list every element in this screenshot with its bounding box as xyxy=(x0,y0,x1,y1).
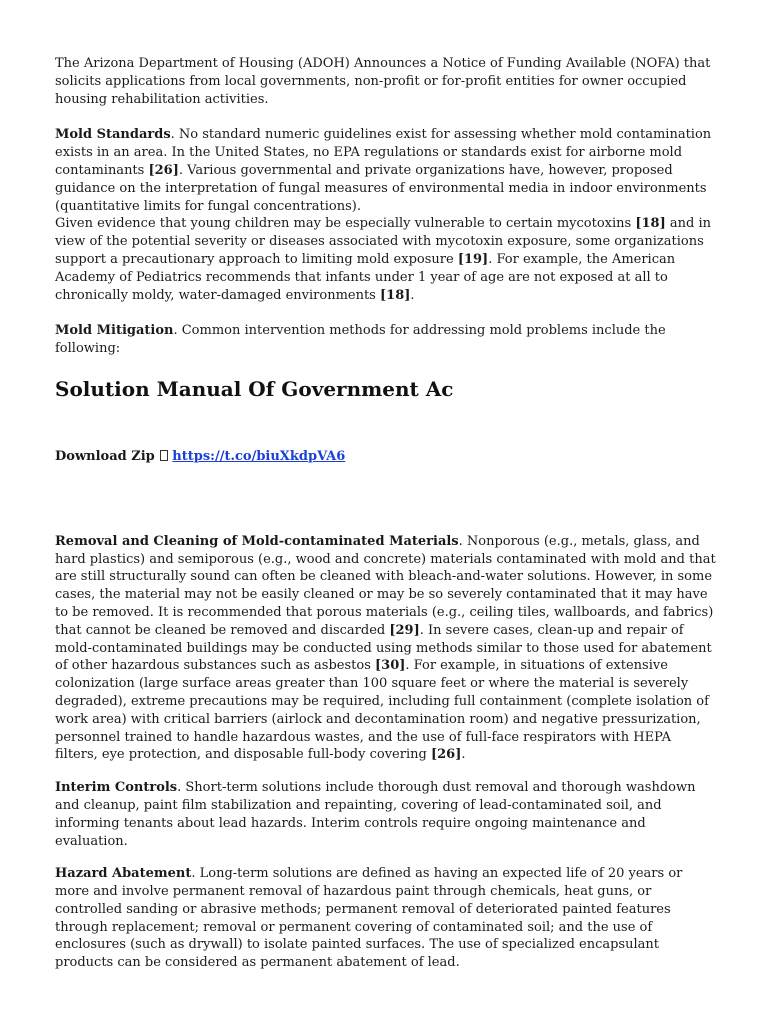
mycotoxin-text-end: . xyxy=(410,287,415,303)
missing-glyph-icon xyxy=(160,450,168,461)
mycotoxin-text-2: and in view of the potential severity or diseases associated with mycotoxin exposure, some organizations support a precautionary approach to limiting mold exposure xyxy=(55,216,711,267)
document-page xyxy=(55,55,717,972)
mold-standards-text-2: . Various governmental and private organizations have, however, proposed guidance on the interpretation of fungal measures of environmental media in indoor environments (quantitative limits for fungal concentrations). xyxy=(55,162,707,214)
removal-text-3: . For example, in situations of extensive colonization (large surface areas greater than 100 square feet or where the material is severely degraded), extreme precautions may be required, including full containment (complete isolation of work area) with critical barriers (airlock and decontamination room) and negative pressurization, personnel trained to handle hazardous wastes, and the use of full-face respirators with HEPA filters, eye protection, and disposable full-body covering xyxy=(55,658,709,763)
download-label: Download Zip xyxy=(55,448,155,464)
removal-heading: Removal and Cleaning of Mold-contaminated Materials xyxy=(55,533,459,549)
citation-18: [18] xyxy=(635,216,666,232)
mold-standards-text-1: . No standard numeric guidelines exist for assessing whether mold contamination exists in an area. In the United States, no EPA regulations or standards exist for airborne mold contaminants xyxy=(55,127,712,178)
mold-mitigation-heading: Mold Mitigation xyxy=(55,323,174,339)
interim-controls-heading: Interim Controls xyxy=(55,780,178,796)
mycotoxin-paragraph xyxy=(55,215,717,304)
citation-26-second: [26] xyxy=(430,747,462,763)
citation-29: [29] xyxy=(389,622,420,638)
mold-mitigation-text: . Common intervention methods for addressing mold problems include the following: xyxy=(55,323,666,357)
mold-standards-heading: Mold Standards xyxy=(55,127,171,143)
hazard-abatement-text: . Long-term solutions are defined as having an expected life of 20 years or more and involve permanent removal of hazardous paint through chemicals, heat guns, or controlled sanding or abrasive methods; permanent removal of deteriorated painted features through replacement; removal or permanent covering of contaminated soil; and the use of enclosures (such as drywall) to isolate painted surfaces. The use of specialized encapsulant products can be considered as permanent abatement of lead. xyxy=(55,866,683,971)
interim-controls-paragraph xyxy=(55,779,717,850)
removal-text-2: . In severe cases, clean-up and repair of mold-contaminated buildings may be conducted using methods similar to those used for abatement of other hazardous substances such as asbestos xyxy=(55,622,712,674)
citation-26: [26] xyxy=(148,162,179,178)
download-line xyxy=(55,448,717,466)
mold-standards-paragraph xyxy=(55,126,717,215)
removal-text-1: . Nonporous (e.g., metals, glass, and hard plastics) and semiporous (e.g., wood and concrete) materials contaminated with mold and that are still structurally sound can often be cleaned with bleach-and-water solutions. However, in some cases, the material may not be easily cleaned or may be so severely contaminated that it may have to be removed. It is recommended that porous materials (e.g., ceiling tiles, wallboards, and fabrics) that cannot be cleaned be removed and discarded xyxy=(55,533,716,638)
citation-18-second: [18] xyxy=(380,287,411,303)
intro-paragraph: The Arizona Department of Housing (ADOH) Announces a Notice of Funding Available (NOFA) that solicits applications from local governments, non-profit or for-profit entities for owner occupied housing rehabilitation activities. xyxy=(55,56,711,107)
citation-30: [30] xyxy=(375,658,406,674)
citation-19: [19] xyxy=(457,251,489,267)
download-link[interactable]: https://t.co/biuXkdpVA6 xyxy=(172,448,346,464)
mycotoxin-text-1: Given evidence that young children may be especially vulnerable to certain mycotoxins xyxy=(55,216,636,232)
removal-text-end: . xyxy=(461,747,466,763)
mold-mitigation-paragraph xyxy=(55,322,717,358)
hazard-abatement-heading: Hazard Abatement xyxy=(55,866,192,882)
mycotoxin-text-3: . For example, the American Academy of Pediatrics recommends that infants under 1 year of age are not exposed at all to chronically moldy, water-damaged environments xyxy=(55,251,676,303)
hazard-abatement-paragraph xyxy=(55,865,717,972)
interim-controls-text: . Short-term solutions include thorough dust removal and thorough washdown and cleanup, paint film stabilization and repainting, covering of lead-contaminated soil, and informing tenants about lead hazards. Interim controls require ongoing maintenance and evaluation. xyxy=(55,780,696,849)
removal-paragraph xyxy=(55,533,717,764)
page-title: Solution Manual Of Government Ac xyxy=(55,376,454,401)
